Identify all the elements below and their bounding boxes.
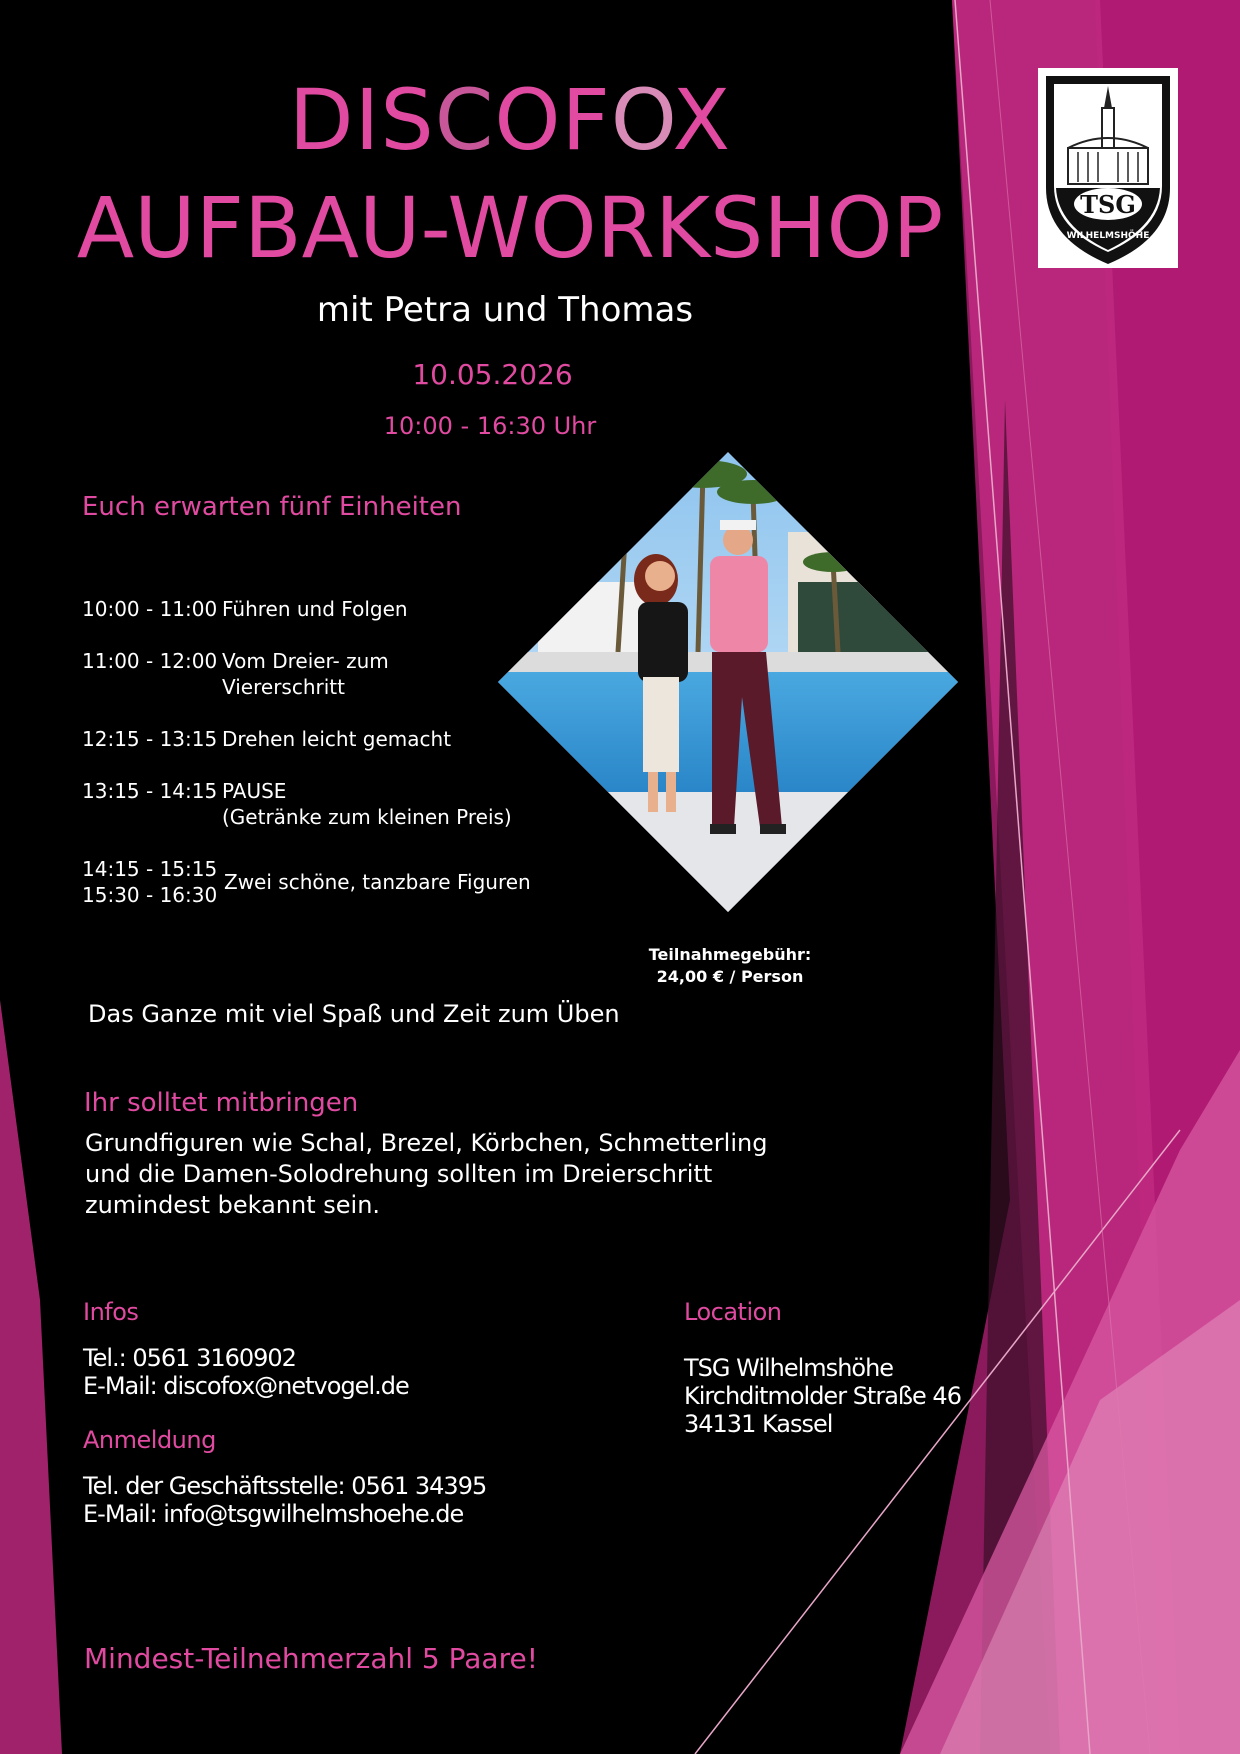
schedule-row xyxy=(82,726,531,752)
schedule-time: 11:00 - 12:00 xyxy=(82,649,218,673)
logo-text: TSG xyxy=(1080,190,1136,219)
schedule-time: 13:15 - 14:15 xyxy=(82,779,218,803)
schedule-row xyxy=(82,596,531,622)
schedule-time: 10:00 - 11:00 xyxy=(82,597,218,621)
event-date: 10.05.2026 xyxy=(412,358,573,391)
schedule-desc: Drehen leicht gemacht xyxy=(222,727,452,751)
title-part: OF xyxy=(494,71,611,169)
subtitle: mit Petra und Thomas xyxy=(316,290,694,330)
fee-box xyxy=(600,944,860,988)
schedule-time: 12:15 - 13:15 xyxy=(82,727,218,751)
schedule-row xyxy=(82,856,531,908)
location-heading: Location xyxy=(684,1298,782,1326)
schedule-row xyxy=(82,648,531,700)
minimum-participants: Mindest-Teilnehmerzahl 5 Paare! xyxy=(84,1642,538,1675)
dancers-photo xyxy=(498,452,958,912)
fee-value: 24,00 € / Person xyxy=(656,967,804,986)
anmeldung-email: E-Mail: info@tsgwilhelmshoehe.de xyxy=(83,1500,464,1528)
schedule-time: 14:15 - 15:15 15:30 - 16:30 xyxy=(82,857,218,907)
units-heading: Euch erwarten fünf Einheiten xyxy=(82,492,462,522)
bring-text: Grundfiguren wie Schal, Brezel, Körbchen, Schmetterling und die Damen-Solodrehung sollten im Dreierschritt zumindest bekannt sein. xyxy=(85,1129,768,1219)
schedule-desc: Zwei schöne, tanzbare Figuren xyxy=(224,870,531,894)
schedule-list xyxy=(82,596,531,934)
schedule-desc: PAUSE (Getränke zum kleinen Preis) xyxy=(222,779,512,829)
location-block xyxy=(684,1354,961,1438)
location-city: 34131 Kassel xyxy=(684,1410,833,1438)
infos-heading: Infos xyxy=(83,1298,139,1326)
title-discofox xyxy=(0,70,1020,170)
schedule-desc: Führen und Folgen xyxy=(222,597,408,621)
title-part: O xyxy=(610,71,673,169)
event-time: 10:00 - 16:30 Uhr xyxy=(383,412,597,440)
title-workshop: AUFBAU-WORKSHOP xyxy=(76,179,944,277)
infos-phone: Tel.: 0561 3160902 xyxy=(83,1344,296,1372)
title-part: X xyxy=(672,71,732,169)
fun-text: Das Ganze mit viel Spaß und Zeit zum Üben xyxy=(88,1000,620,1028)
logo-ring-text: WILHELMSHÖHE xyxy=(1066,231,1150,241)
location-street: Kirchditmolder Straße 46 xyxy=(684,1382,961,1410)
location-name: TSG Wilhelmshöhe xyxy=(684,1354,894,1382)
bring-heading: Ihr solltet mitbringen xyxy=(84,1088,359,1118)
anmeldung-block xyxy=(83,1472,486,1528)
infos-block xyxy=(83,1344,409,1400)
title-part: C xyxy=(434,71,495,169)
fee-label: Teilnahmegebühr: xyxy=(648,945,812,964)
schedule-row xyxy=(82,778,531,830)
anmeldung-heading: Anmeldung xyxy=(83,1426,216,1454)
title-part: DIS xyxy=(288,71,435,169)
infos-email: E-Mail: discofox@netvogel.de xyxy=(83,1372,409,1400)
tsg-logo xyxy=(1038,68,1178,268)
schedule-desc: Vom Dreier- zum Viererschritt xyxy=(222,649,389,699)
anmeldung-phone: Tel. der Geschäftsstelle: 0561 34395 xyxy=(83,1472,487,1500)
